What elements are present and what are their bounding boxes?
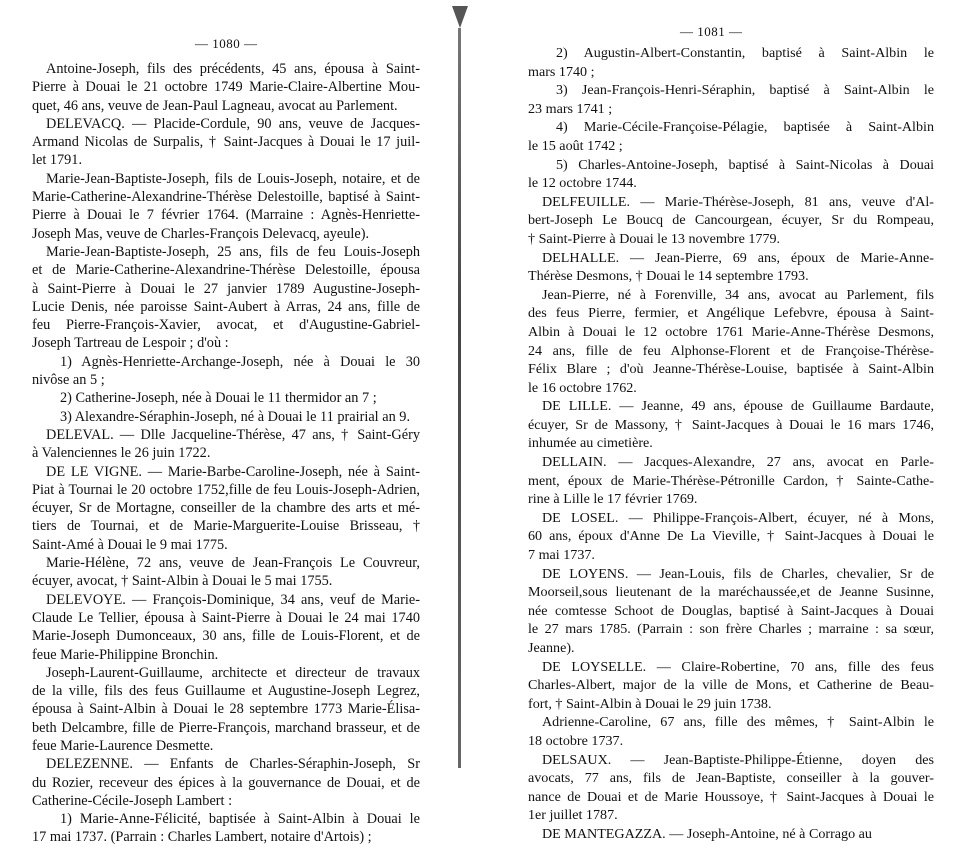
text-line: 2) Catherine-Joseph, née à Douai le 11 thermidor an 7 ;	[60, 390, 377, 407]
text-line: 24 ans, fille de feu Alphonse-Florent et de Françoise-Thérèse-	[528, 342, 934, 359]
text-line: DE LILLE. — Jeanne, 49 ans, épouse de Guillaume Bardaute,	[542, 398, 934, 415]
text-line: le 15 août 1742 ;	[528, 137, 623, 154]
text-line: avocats, 77 ans, fils de Jean-Baptiste, conseiller à la gouver-	[528, 770, 934, 787]
text-line: 7 mai 1737.	[528, 547, 595, 564]
gutter-shadow-top	[452, 6, 468, 28]
gutter-shadow	[458, 28, 461, 768]
text-line: DE LOYSELLE. — Claire-Robertine, 70 ans, fille des feus	[542, 658, 934, 675]
text-line: beth Delcambre, fille de Pierre-François, marchand brasseur, et de	[32, 719, 420, 736]
text-line: Marie-Catherine-Alexandrine-Thérèse Delestoille, baptisé à Saint-	[32, 189, 420, 206]
text-line: DELEVACQ. — Placide-Cordule, 90 ans, veuve de Jacques-	[46, 115, 420, 132]
text-line: DE LE VIGNE. — Marie-Barbe-Caroline-Joseph, née à Saint-	[46, 463, 420, 480]
left-page-text	[32, 60, 420, 847]
text-line: DE MANTEGAZZA. — Joseph-Antoine, né à Corrago au	[542, 825, 872, 842]
text-line: Marie-Jean-Baptiste-Joseph, fils de Louis-Joseph, notaire, et de	[46, 170, 420, 187]
text-line: Charles-Albert, major de la ville de Mons, et Catherine de Beau-	[528, 677, 934, 694]
page-number-left: — 1080 —	[195, 36, 258, 51]
text-line: Claude Le Tellier, épousa à Saint-Pierre à Douai le 24 mai 1740	[32, 609, 420, 626]
text-line: écuyer, Sr de Mortagne, conseiller de la chambre des arts et mé-	[32, 500, 420, 517]
text-line: Piat à Tournai le 20 octobre 1752,fille de feu Louis-Joseph-Adrien,	[32, 481, 420, 498]
text-line: let 1791.	[32, 152, 83, 169]
left-page	[0, 0, 450, 846]
text-line: DELEZENNE. — Enfants de Charles-Séraphin-Joseph, Sr	[46, 756, 420, 773]
text-line: DELLAIN. — Jacques-Alexandre, 27 ans, avocat en Parle-	[542, 454, 934, 471]
text-line: feu Pierre-François-Xavier, avocat, et d'Augustine-Gabriel-	[32, 317, 420, 334]
text-line: quet, 46 ans, veuve de Jean-Paul Lagneau, avocat au Parlement.	[32, 97, 398, 114]
text-line: des feus Pierre, fermier, et Angélique Lefebvre, épousa à Saint-	[528, 305, 934, 322]
text-line: de la ville, fils des feus Guillaume et Augustine-Joseph Legrez,	[32, 683, 420, 700]
text-line: Joseph-Laurent-Guillaume, architecte et directeur de travaux	[46, 664, 420, 681]
text-line: 5) Charles-Antoine-Joseph, baptisé à Saint-Nicolas à Douai	[556, 156, 934, 173]
text-line: nance de Douai et de Marie Houssoye, † Saint-Jacques à Douai le	[528, 788, 934, 805]
right-page	[470, 0, 956, 842]
text-line: Jeanne).	[528, 640, 575, 656]
text-line: DE LOYENS. — Jean-Louis, fils de Charles, chevalier, Sr de	[542, 565, 934, 582]
text-line: DELEVAL. — Dlle Jacqueline-Thérèse, 47 ans, † Saint-Géry	[46, 426, 420, 443]
text-line: Antoine-Joseph, fils des précédents, 45 ans, épousa à Saint-	[46, 61, 420, 77]
text-line: DELHALLE. — Jean-Pierre, 69 ans, époux de Marie-Anne-	[542, 249, 934, 266]
text-line: le 16 octobre 1762.	[528, 379, 637, 396]
text-line: 1) Agnès-Henriette-Archange-Joseph, née à Douai le 30	[60, 353, 420, 370]
text-line: 1er juillet 1787.	[528, 807, 618, 824]
text-line: épousa à Saint-Albin à Douai le 28 septembre 1773 Marie-Élisa-	[32, 701, 420, 718]
text-line: le 27 mars 1785. (Parrain : son frère Charles ; marraine : sa sœur,	[528, 621, 934, 638]
text-line: Albin à Douai le 12 octobre 1761 Marie-Anne-Thérèse Desmons,	[528, 323, 934, 340]
text-line: 18 octobre 1737.	[528, 732, 624, 749]
text-line: feue Marie-Laurence Desmette.	[32, 737, 214, 754]
text-line: DELSAUX. — Jean-Baptiste-Philippe-Étienne, doyen des	[542, 751, 934, 768]
text-line: Marie-Joseph Dumonceaux, 30 ans, fille de Louis-Florent, et de	[32, 628, 420, 645]
page-number-right: — 1081 —	[680, 24, 743, 39]
text-line: 1) Marie-Anne-Félicité, baptisée à Saint-Albin à Douai le	[60, 811, 420, 828]
text-line: tiers de Tournai, et de Marie-Marguerite-Louise Brisseau, †	[32, 518, 420, 535]
text-line: Catherine-Cécile-Joseph Lambert :	[32, 792, 233, 809]
text-line: Lucie Denis, née paroisse Saint-Aubert à Arras, 24 ans, fille de	[32, 298, 420, 315]
text-line: du Rozier, receveur des épices à la gouvernance de Douai, et de	[32, 774, 420, 791]
text-line: 3) Jean-François-Henri-Séraphin, baptisé à Saint-Albin le	[556, 82, 934, 99]
text-line: Marie-Hélène, 72 ans, veuve de Jean-François Le Couvreur,	[46, 555, 420, 572]
text-line: Jean-Pierre, né à Forenville, 34 ans, avocat au Parlement, fils	[542, 286, 934, 303]
text-line: Pierre à Douai le 7 février 1764. (Marraine : Agnès-Henriette-	[32, 207, 420, 224]
text-line: 4) Marie-Cécile-Françoise-Pélagie, baptisée à Saint-Albin	[556, 119, 934, 136]
text-line: nivôse an 5 ;	[32, 372, 105, 389]
text-line: ment, époux de Marie-Thérèse-Pétronille Cardon, † Sainte-Cathe-	[528, 472, 934, 489]
text-line: Félix Blare ; d'où Jeanne-Thérèse-Louise, baptisée à Saint-Albin	[528, 361, 934, 378]
text-line: † Saint-Pierre à Douai le 13 novembre 1779.	[528, 230, 781, 247]
right-page-text	[528, 44, 934, 844]
text-line: Moorseil,sous lieutenant de la maréchaussée,et de Jeanne Susinne,	[528, 584, 934, 601]
text-line: écuyer, Sr de Massony, † Saint-Jacques à Douai le 16 mars 1746,	[528, 416, 934, 433]
text-line: DELEVOYE. — François-Dominique, 34 ans, veuf de Marie-	[46, 591, 420, 608]
text-line: à Saint-Pierre à Douai le 27 janvier 1789 Augustine-Joseph-	[32, 280, 420, 297]
text-line: née comtesse Schoot de Douglas, baptisé à Saint-Jacques à Douai	[528, 602, 934, 619]
text-line: 2) Augustin-Albert-Constantin, baptisé à Saint-Albin le	[556, 45, 934, 61]
text-line: Pierre à Douai le 21 octobre 1749 Marie-Claire-Albertine Mou-	[32, 79, 420, 96]
text-line: le 12 octobre 1744.	[528, 175, 637, 192]
text-line: Thérèse Desmons, † Douai le 14 septembre 1793.	[528, 268, 809, 285]
text-line: Armand Nicolas de Surpalis, † Saint-Jacques à Douai le 17 juil-	[32, 134, 420, 151]
text-line: fort, † Saint-Albin à Douai le 29 juin 1738.	[528, 695, 772, 712]
text-line: DE LOSEL. — Philippe-François-Albert, écuyer, né à Mons,	[542, 509, 934, 526]
text-line: inhumée au cimetière.	[528, 435, 653, 452]
text-line: 17 mai 1737. (Parrain : Charles Lambert, notaire d'Artois) ;	[32, 829, 372, 846]
text-line: DELFEUILLE. — Marie-Thérèse-Joseph, 81 ans, veuve d'Al-	[542, 193, 934, 210]
text-line: 3) Alexandre-Séraphin-Joseph, né à Douai le 11 prairial an 9.	[60, 408, 411, 425]
text-line: Saint-Amé à Douai le 9 mai 1775.	[32, 536, 228, 553]
text-line: et de Marie-Catherine-Alexandrine-Thérèse Delestoille, épousa	[32, 262, 420, 279]
text-line: bert-Joseph Le Boucq de Cancourgean, écuyer, Sr du Rompeau,	[528, 212, 934, 229]
text-line: Adrienne-Caroline, 67 ans, fille des mêmes, † Saint-Albin le	[542, 714, 934, 731]
text-line: feue Marie-Philippine Bronchin.	[32, 646, 219, 663]
text-line: 23 mars 1741 ;	[528, 100, 613, 117]
text-line: mars 1740 ;	[528, 63, 595, 80]
text-line: Joseph Tartreau de Lespoir ; d'où :	[32, 335, 229, 352]
text-line: rine à Lille le 17 février 1769.	[528, 491, 698, 508]
text-line: 60 ans, époux d'Anne De La Vieville, † Saint-Jacques à Douai le	[528, 528, 934, 545]
text-line: à Valenciennes le 26 juin 1722.	[32, 445, 211, 462]
text-line: écuyer, avocat, † Saint-Albin à Douai le 5 mai 1755.	[32, 573, 333, 590]
book-gutter	[452, 0, 468, 768]
text-line: Marie-Jean-Baptiste-Joseph, 25 ans, fils de feu Louis-Joseph	[46, 243, 420, 260]
text-line: Joseph Mas, veuve de Charles-François Delevacq, ayeule).	[32, 225, 370, 242]
